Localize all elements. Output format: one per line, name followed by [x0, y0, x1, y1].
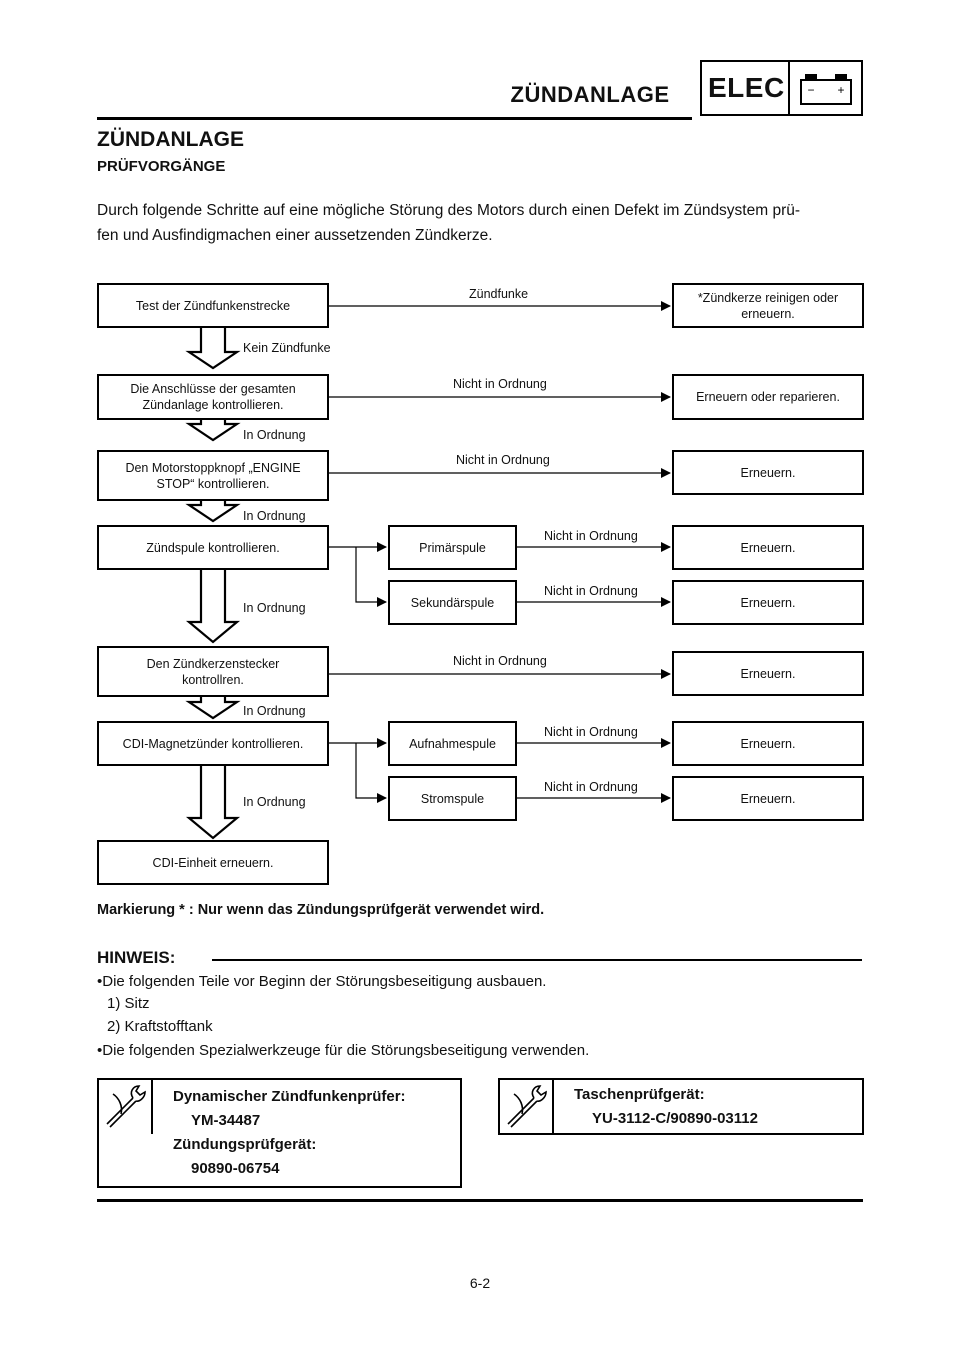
step-check-engine-stop: Den Motorstoppknopf „ENGINE STOP“ kontrollieren.	[97, 450, 329, 501]
down-arrow	[189, 570, 237, 642]
fork-line	[356, 743, 386, 798]
tool-box-spark-tester	[97, 1078, 462, 1188]
down-label: In Ordnung	[243, 601, 306, 615]
hinweis-bullet: •Die folgenden Spezialwerkzeuge für die Störungsbeseitigung verwenden.	[97, 1042, 590, 1059]
tool-icon-frame	[500, 1080, 554, 1133]
down-arrow	[189, 697, 237, 718]
down-arrow	[189, 501, 237, 521]
tool-name: Zündungsprüfgerät:	[173, 1136, 317, 1153]
result-replace: Erneuern.	[672, 580, 864, 625]
down-label: In Ordnung	[243, 795, 306, 809]
down-arrow	[189, 328, 237, 368]
intro-line: Durch folgende Schritte auf eine mögliche Störung des Motors durch einen Defekt im Zündsystem prü-	[97, 202, 801, 219]
check-secondary-coil: Sekundärspule	[388, 580, 517, 625]
down-arrow	[189, 420, 237, 440]
hinweis-item: 1) Sitz	[107, 995, 150, 1012]
step-check-ignition-coil: Zündspule kontrollieren.	[97, 525, 329, 570]
hinweis-item: 2) Kraftstofftank	[107, 1018, 213, 1035]
down-label: Kein Zündfunke	[243, 341, 331, 355]
branch-label: Nicht in Ordnung	[544, 780, 638, 794]
page-heading: ZÜNDANLAGE	[97, 128, 244, 151]
hinweis-rule	[212, 959, 862, 961]
intro-line: fen und Ausfindigmachen einer aussetzenden Zündkerze.	[97, 227, 493, 244]
wrench-icon	[99, 1080, 151, 1132]
tool-name: Dynamischer Zündfunkenprüfer:	[173, 1088, 406, 1105]
tool-part-number: YU-3112-C/90890-03112	[592, 1110, 758, 1127]
hinweis-bullet: •Die folgenden Teile vor Beginn der Störungsbeseitigung ausbauen.	[97, 973, 547, 990]
branch-label: Nicht in Ordnung	[453, 654, 547, 668]
result-replace: Erneuern.	[672, 651, 864, 696]
check-source-coil: Stromspule	[388, 776, 517, 821]
branch-label: Zündfunke	[469, 287, 529, 301]
section-code: ELEC	[708, 72, 785, 103]
result-replace: Erneuern.	[672, 450, 864, 495]
branch-label: Nicht in Ordnung	[544, 725, 638, 739]
header-title: ZÜNDANLAGE	[510, 82, 670, 107]
branch-label: Nicht in Ordnung	[544, 584, 638, 598]
page-number: 6-2	[469, 1275, 491, 1291]
fork-line	[356, 547, 386, 602]
tool-icon-frame	[99, 1080, 153, 1134]
result-clean-replace-plug: *Zündkerze reinigen oder erneuern.	[672, 283, 864, 328]
branch-label: Nicht in Ordnung	[456, 453, 550, 467]
battery-plus: +	[837, 83, 845, 97]
step-spark-gap-test: Test der Zündfunkenstrecke	[97, 283, 329, 328]
step-check-cdi-magneto: CDI-Magnetzünder kontrollieren.	[97, 721, 329, 766]
down-label: In Ordnung	[243, 509, 306, 523]
battery-minus: −	[807, 83, 815, 97]
step-replace-cdi-unit: CDI-Einheit erneuern.	[97, 840, 329, 885]
down-label: In Ordnung	[243, 428, 306, 442]
check-pickup-coil: Aufnahmespule	[388, 721, 517, 766]
branch-label: Nicht in Ordnung	[453, 377, 547, 391]
branch-label: Nicht in Ordnung	[544, 529, 638, 543]
step-check-connections: Die Anschlüsse der gesamten Zündanlage kontrollieren.	[97, 374, 329, 420]
step-check-plug-cap: Den Zündkerzenstecker kontrollren.	[97, 646, 329, 697]
result-replace: Erneuern.	[672, 776, 864, 821]
page-subheading: PRÜFVORGÄNGE	[97, 158, 226, 175]
wrench-icon	[500, 1080, 552, 1132]
tool-box-pocket-tester	[498, 1078, 864, 1135]
result-replace: Erneuern.	[672, 525, 864, 570]
result-replace-repair: Erneuern oder reparieren.	[672, 374, 864, 420]
tool-name: Taschenprüfgerät:	[574, 1086, 705, 1103]
down-arrow	[189, 766, 237, 838]
marking-note: Markierung * : Nur wenn das Zündungsprüfgerät verwendet wird.	[97, 902, 545, 918]
tool-part-number: YM-34487	[191, 1112, 261, 1129]
hinweis-title: HINWEIS:	[97, 948, 176, 967]
bottom-rule	[97, 1199, 863, 1202]
tool-part-number: 90890-06754	[191, 1160, 280, 1177]
down-label: In Ordnung	[243, 704, 306, 718]
check-primary-coil: Primärspule	[388, 525, 517, 570]
result-replace: Erneuern.	[672, 721, 864, 766]
